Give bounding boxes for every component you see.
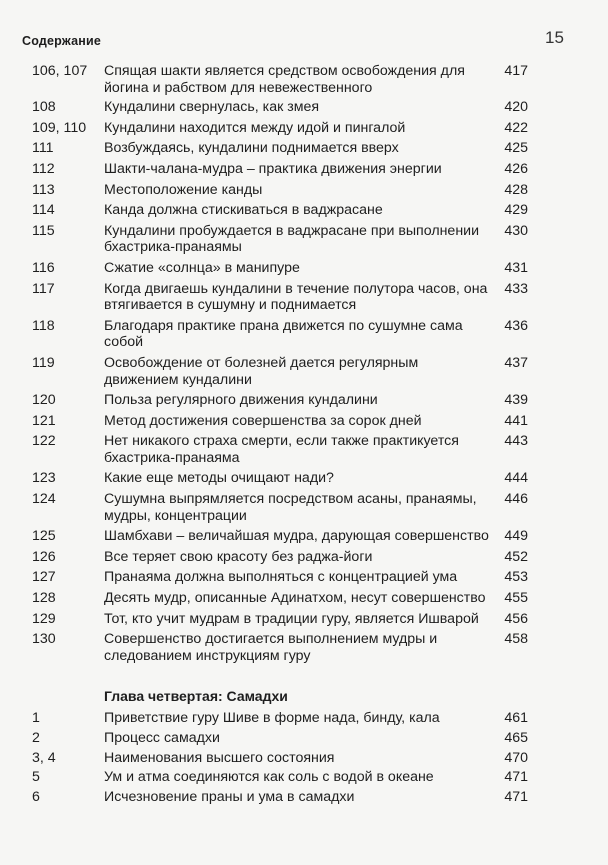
toc-entry-page: 471 [504, 788, 528, 805]
toc-entry-number: 112 [32, 160, 55, 177]
toc-entry [0, 590, 608, 607]
toc-entry-page: 444 [504, 470, 528, 487]
toc-entry-number: 124 [32, 491, 56, 508]
toc-entry-title: Исчезновение праны и ума в самадхи [104, 788, 355, 805]
toc-entry-number: 6 [32, 788, 40, 805]
toc-entry-page: 430 [504, 222, 528, 239]
toc-entry-page: 461 [504, 710, 528, 727]
toc-entry-page: 452 [504, 548, 528, 565]
toc-entry-page: 465 [504, 730, 528, 746]
toc-entry-page: 420 [504, 99, 528, 116]
toc-entry [0, 789, 608, 806]
toc-entry [0, 750, 608, 767]
toc-entry-page: 431 [504, 259, 528, 276]
toc-entry-number: 5 [32, 769, 40, 786]
toc-entry [0, 202, 608, 219]
toc-entry-title: Шакти-чалана-мудра – практика движения энергии [104, 160, 442, 177]
toc-entry-page: 470 [504, 749, 528, 766]
toc-entry [0, 281, 608, 314]
toc-entry [0, 730, 608, 747]
toc-entry-page: 437 [504, 354, 528, 371]
toc-entry-title: Все теряет свою красоту без раджа-йоги [104, 548, 373, 565]
toc-entry-title: Шамбхави – величайшая мудра, дарующая совершенство [104, 528, 489, 545]
toc-entry [0, 120, 608, 137]
toc-entry-page: 446 [504, 491, 528, 508]
toc-entry-page: 422 [504, 119, 528, 136]
toc-entry-page: 471 [504, 769, 528, 786]
toc-entry-title: Спящая шакти является средством освобождения для йогина и рабством для невежественного [104, 63, 465, 96]
toc-entry-title: Освобождение от болезней дается регулярным движением кундалини [104, 354, 419, 388]
toc-entry-page: 456 [504, 610, 528, 627]
toc-entry-page: 453 [504, 569, 528, 586]
toc-entry [0, 491, 608, 524]
toc-entry [0, 569, 608, 586]
toc-entry [0, 528, 608, 545]
toc-entry-title: Когда двигаешь кундалини в течение полутора часов, она втягивается в сушумну и поднимается [104, 280, 488, 314]
toc-entry-title: Приветствие гуру Шиве в форме нада, бинду, кала [104, 710, 440, 727]
toc-entry [0, 355, 608, 388]
toc-entry-page: 455 [504, 590, 528, 607]
toc-entry-number: 118 [32, 317, 55, 334]
table-of-contents [0, 63, 608, 805]
toc-entry-number: 128 [32, 590, 56, 607]
toc-entry-page: 417 [504, 63, 528, 79]
toc-entry-number: 129 [32, 610, 56, 627]
toc-entry-title: Ум и атма соединяются как соль с водой в океане [104, 769, 434, 786]
toc-entry-title: Какие еще методы очищают нади? [104, 470, 334, 487]
toc-entry-title: Наименования высшего состояния [104, 749, 335, 766]
toc-entry-number: 115 [32, 222, 55, 239]
chapter-heading: Глава четвертая: Самадхи [104, 688, 288, 705]
toc-entry [0, 318, 608, 351]
toc-entry [0, 631, 608, 664]
toc-entry-number: 119 [32, 354, 55, 371]
toc-entry-number: 123 [32, 470, 56, 487]
toc-entry [0, 260, 608, 277]
toc-entry-title: Тот, кто учит мудрам в традиции гуру, является Ишварой [104, 610, 479, 627]
toc-entry-page: 439 [504, 392, 528, 409]
toc-entry [0, 182, 608, 199]
toc-entry-number: 114 [32, 202, 55, 219]
toc-entry-title: Возбуждаясь, кундалини поднимается вверх [104, 140, 399, 157]
page-number: 15 [545, 28, 564, 47]
toc-entry-title: Канда должна стискиваться в ваджрасане [104, 202, 383, 219]
toc-entry-page: 433 [504, 280, 528, 297]
toc-entry-number: 117 [32, 280, 55, 297]
toc-entry-title: Процесс самадхи [104, 730, 220, 746]
toc-entry-number: 127 [32, 569, 56, 586]
toc-entry-title: Польза регулярного движения кундалини [104, 392, 378, 409]
toc-entry-number: 130 [32, 631, 56, 648]
toc-entry [0, 63, 608, 96]
toc-entry-number: 3, 4 [32, 749, 56, 766]
toc-entry-title: Кундалини находится между идой и пингалой [104, 119, 406, 136]
toc-entry-title: Сжатие «солнца» в манипуре [104, 259, 300, 276]
toc-entry-number: 109, 110 [32, 119, 87, 136]
toc-entry-number: 111 [32, 140, 54, 157]
toc-entry [0, 140, 608, 157]
toc-list-chapter4 [0, 710, 608, 805]
toc-entry-page: 426 [504, 160, 528, 177]
toc-entry-number: 108 [32, 99, 56, 116]
toc-list-chapter3 [0, 63, 608, 664]
toc-entry-number: 125 [32, 528, 56, 545]
toc-entry-title: Пранаяма должна выполняться с концентрацией ума [104, 569, 458, 586]
toc-entry [0, 413, 608, 430]
toc-entry [0, 223, 608, 256]
toc-entry-number: 126 [32, 548, 56, 565]
toc-entry-title: Нет никакого страха смерти, если также практикуется бхастрика-пранаяма [104, 433, 459, 466]
toc-entry [0, 611, 608, 628]
toc-entry-number: 113 [32, 181, 55, 198]
toc-entry [0, 769, 608, 786]
toc-entry-title: Десять мудр, описанные Адинатхом, несут совершенство [104, 590, 486, 607]
toc-entry-number: 121 [32, 412, 56, 429]
toc-entry-page: 428 [504, 181, 528, 198]
toc-entry-title: Сушумна выпрямляется посредством асаны, пранаямы, мудры, концентрации [104, 491, 477, 524]
toc-entry [0, 433, 608, 466]
toc-entry-number: 1 [32, 710, 40, 727]
toc-entry-title: Местоположение канды [104, 181, 263, 198]
toc-entry-number: 106, 107 [32, 63, 88, 79]
toc-entry-number: 2 [32, 730, 40, 746]
toc-entry-page: 436 [504, 317, 528, 334]
toc-entry [0, 161, 608, 178]
toc-entry-page: 441 [504, 412, 528, 429]
toc-entry-title: Благодаря практике прана движется по сушумне сама собой [104, 317, 463, 351]
page-header-label: Содержание [22, 34, 102, 48]
toc-entry-number: 122 [32, 433, 56, 450]
toc-entry-number: 116 [32, 259, 55, 276]
toc-entry-number: 120 [32, 392, 56, 409]
toc-entry-title: Совершенство достигается выполнением мудры и следованием инструкциям гуру [104, 631, 438, 664]
toc-entry-page: 443 [504, 433, 528, 450]
toc-entry [0, 710, 608, 727]
toc-entry-page: 449 [504, 528, 528, 545]
toc-entry-title: Кундалини свернулась, как змея [104, 99, 320, 116]
toc-entry-title: Кундалини пробуждается в ваджрасане при выполнении бхастрика-пранаямы [104, 222, 480, 256]
toc-entry [0, 99, 608, 116]
toc-entry-page: 458 [504, 631, 528, 648]
toc-entry-page: 429 [504, 202, 528, 219]
toc-entry [0, 470, 608, 487]
toc-entry [0, 392, 608, 409]
toc-entry-page: 425 [504, 140, 528, 157]
toc-entry [0, 549, 608, 566]
toc-entry-title: Метод достижения совершенства за сорок дней [104, 412, 422, 429]
